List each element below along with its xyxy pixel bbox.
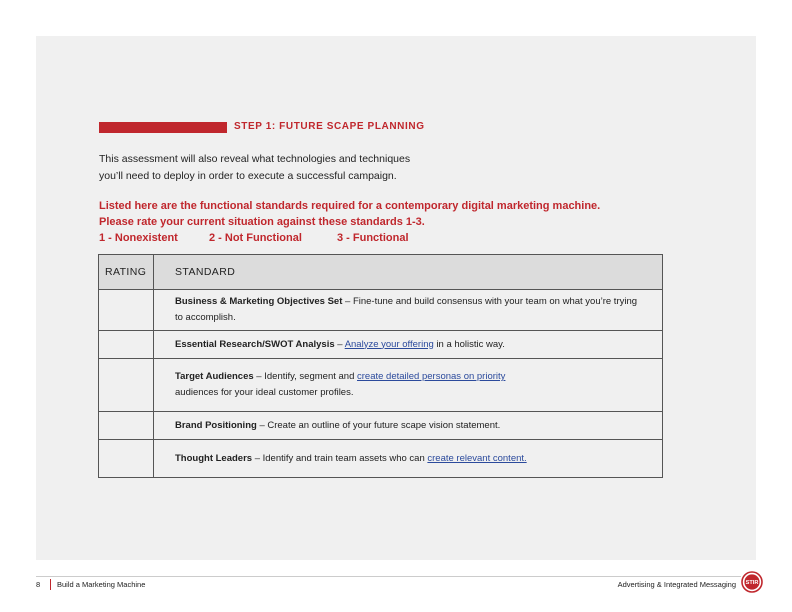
standard-cell: [154, 412, 663, 440]
standard-cell: [154, 331, 663, 359]
rating-cell[interactable]: [99, 412, 154, 440]
table-row: [99, 359, 663, 412]
footer-divider: [36, 576, 741, 577]
table-header-row: [99, 255, 663, 290]
logo-text: STIR: [745, 580, 759, 587]
standard-separator: –: [342, 296, 353, 307]
document-title: Build a Marketing Machine: [57, 580, 146, 589]
scale-item-2: 2 - Not Functional: [209, 232, 302, 244]
standard-cell: [154, 440, 663, 478]
intro-line-2: you’ll need to deploy in order to execute a successful campaign.: [99, 170, 397, 182]
rating-scale: [99, 230, 679, 246]
standard-text: in a holistic way.: [433, 338, 505, 350]
rating-cell[interactable]: [99, 440, 154, 478]
standard-separator: –: [253, 371, 265, 382]
intro-line-1: This assessment will also reveal what technologies and techniques: [99, 153, 411, 165]
standard-text: Identify, segment and: [264, 371, 358, 382]
stir-logo-icon: [741, 571, 763, 593]
instructions-line-2: Please rate your current situation against these standards 1-3.: [99, 216, 425, 228]
scale-item-1: 1 - Nonexistent: [99, 232, 178, 244]
standard-cell: [154, 359, 663, 412]
standard-title: Target Audiences: [175, 371, 254, 382]
personas-link[interactable]: create detailed personas on priority: [357, 371, 506, 382]
standard-title: Essential Research/SWOT Analysis: [175, 338, 335, 350]
footer-separator: [50, 579, 51, 590]
table-row: [99, 440, 663, 478]
rating-cell[interactable]: [99, 331, 154, 359]
intro-paragraph: [99, 151, 459, 185]
section-title: Advertising & Integrated Messaging: [617, 580, 736, 589]
scale-item-3: 3 - Functional: [337, 232, 409, 244]
table-row: [99, 290, 663, 331]
standard-title: Business & Marketing Objectives Set: [175, 296, 343, 307]
rating-instructions: [99, 198, 679, 246]
standard-title: Brand Positioning: [175, 419, 257, 431]
standard-text: Fine-tune and build consensus with your team on what you’re trying to accomplish.: [175, 296, 638, 323]
rating-cell[interactable]: [99, 290, 154, 331]
page-number: 8: [36, 580, 41, 589]
standard-title: Thought Leaders: [175, 452, 253, 464]
standard-text: Identify and train team assets who can: [262, 452, 428, 464]
standard-cell: [154, 290, 663, 331]
standard-text: Create an outline of your future scape vision statement.: [267, 419, 501, 431]
header-standard: STANDARD: [154, 255, 663, 290]
standard-separator: –: [252, 452, 263, 464]
table-row: [99, 331, 663, 359]
standard-separator: –: [256, 419, 268, 431]
analyze-offering-link[interactable]: Analyze your offering: [344, 338, 434, 350]
step-accent-bar: [99, 122, 227, 133]
step-title: STEP 1: FUTURE SCAPE PLANNING: [234, 121, 425, 132]
standards-table: [98, 254, 663, 478]
header-rating: RATING: [99, 255, 154, 290]
table-row: [99, 412, 663, 440]
rating-cell[interactable]: [99, 359, 154, 412]
instructions-line-1: Listed here are the functional standards required for a contemporary digital marketing machine.: [99, 200, 601, 212]
standard-text-continued: audiences for your ideal customer profiles.: [175, 387, 354, 398]
relevant-content-link[interactable]: create relevant content.: [427, 452, 527, 464]
standard-separator: –: [334, 338, 345, 350]
